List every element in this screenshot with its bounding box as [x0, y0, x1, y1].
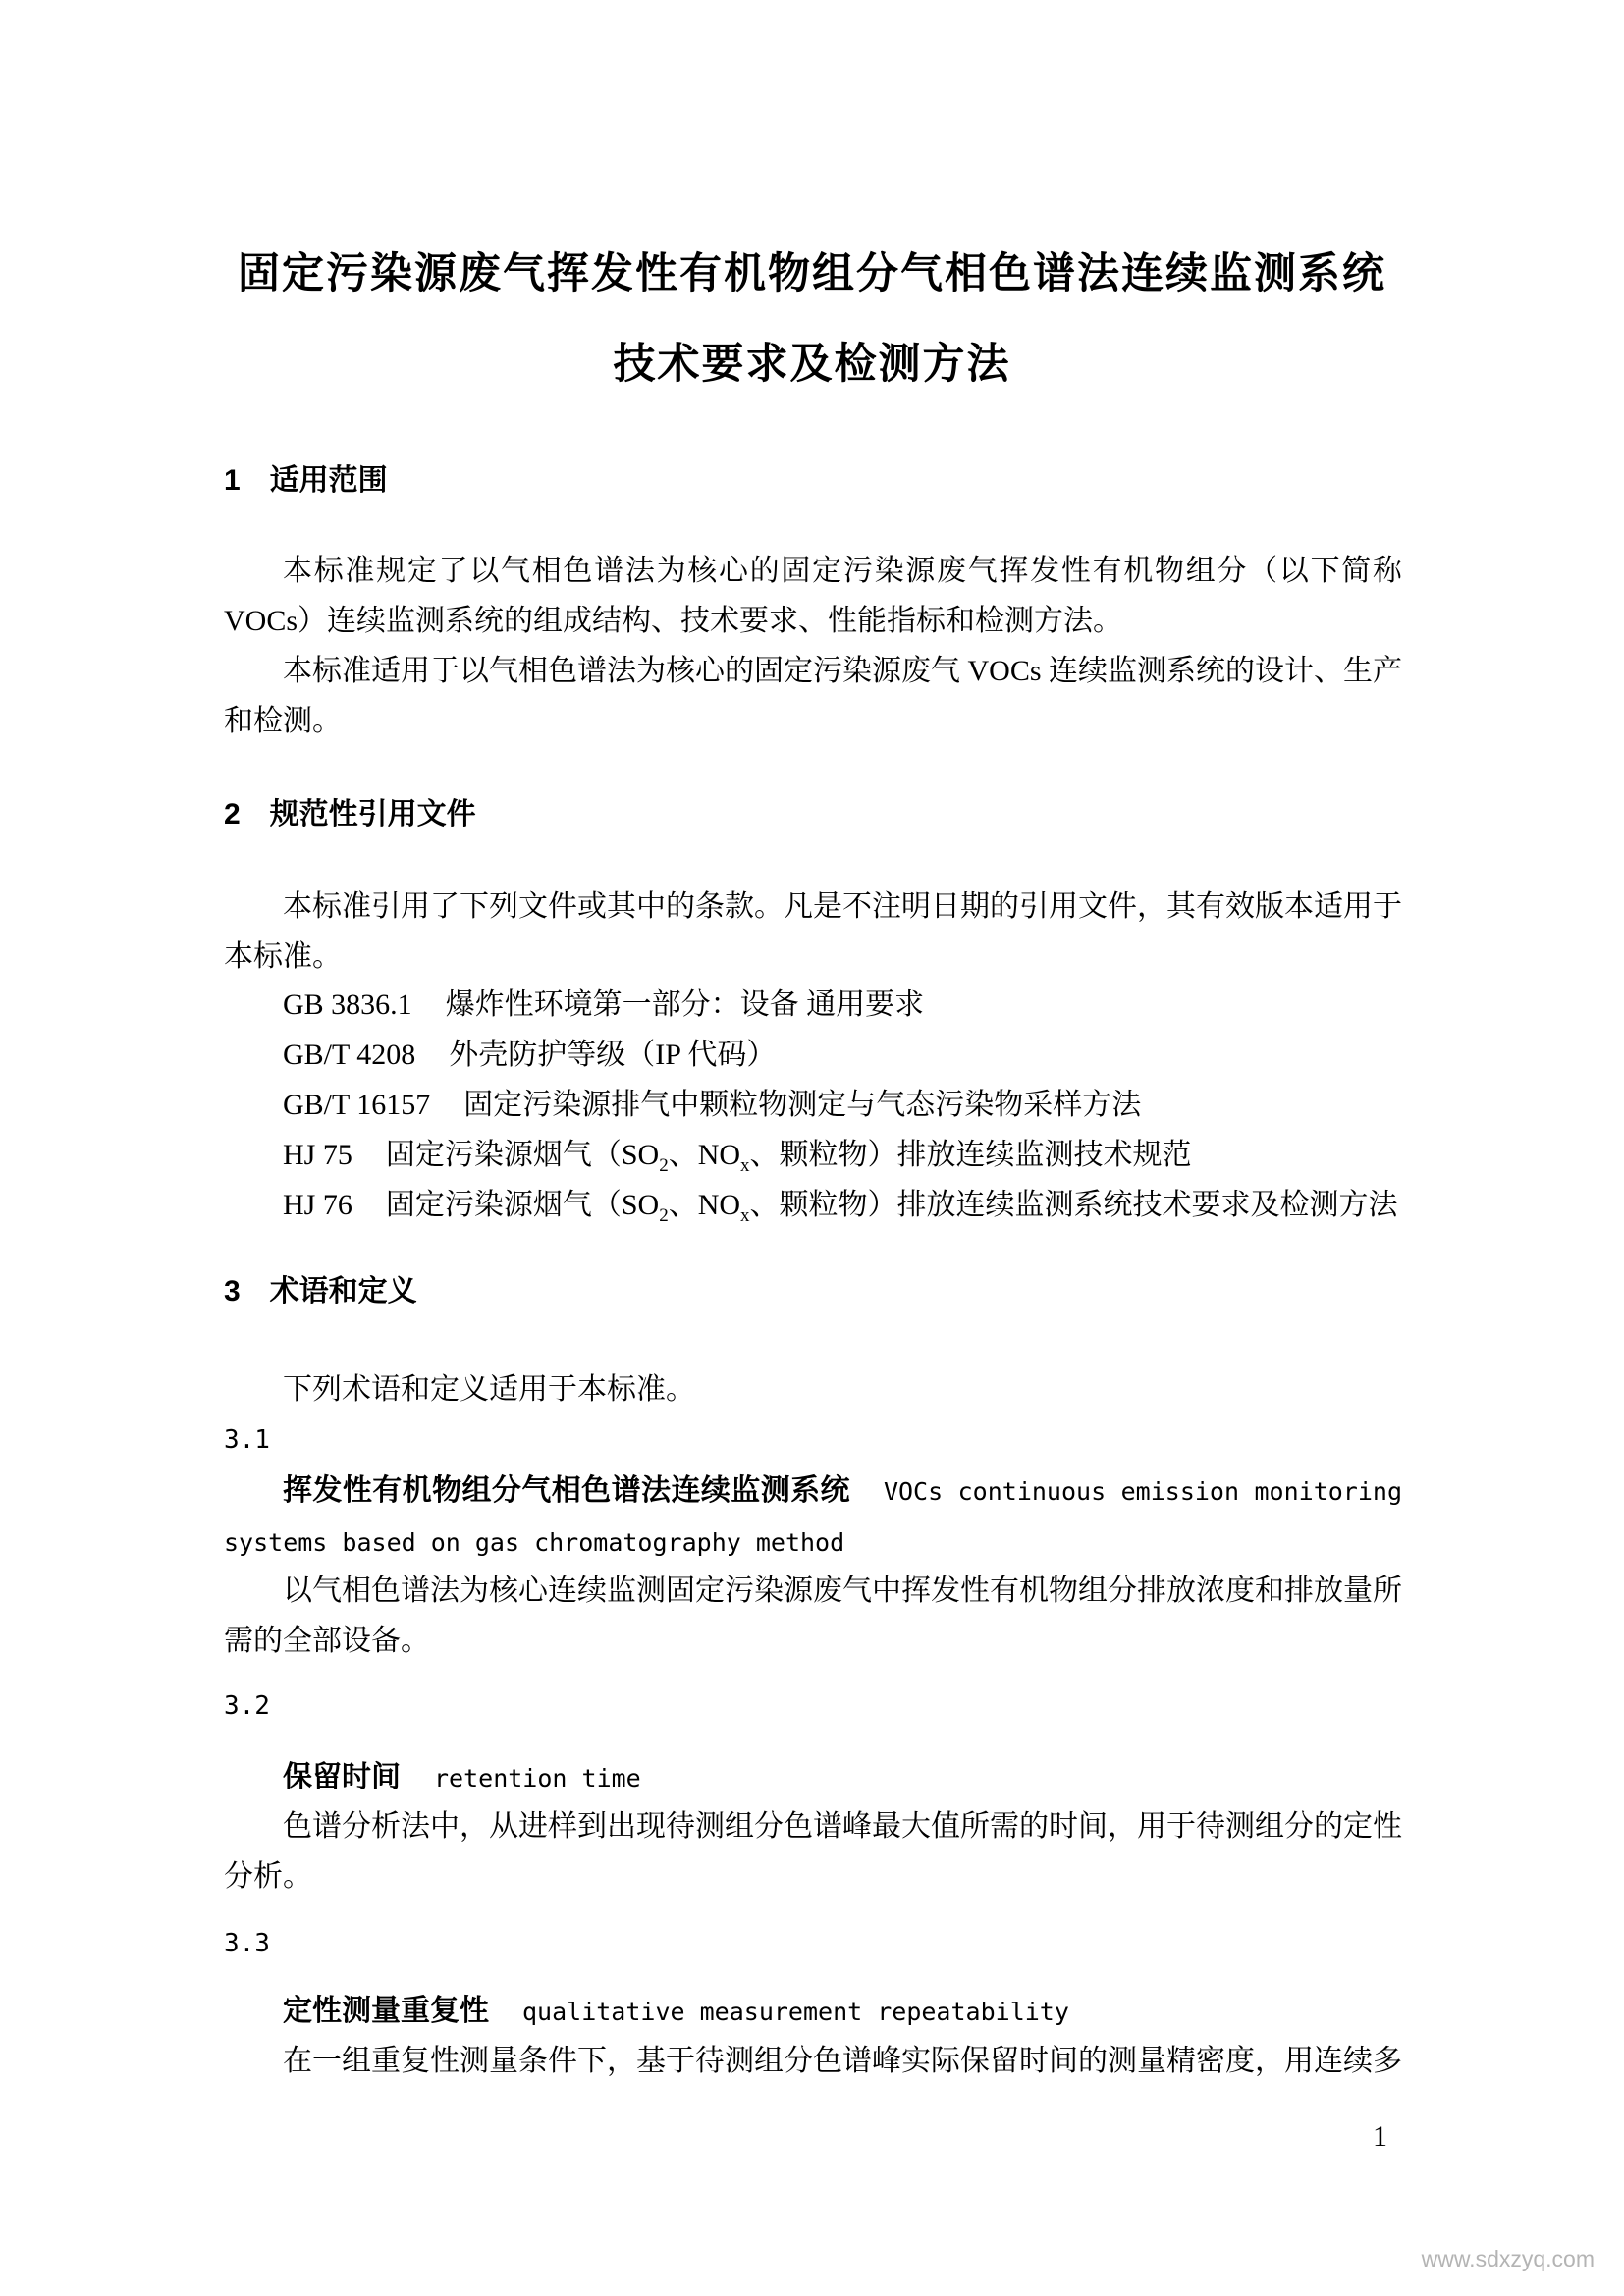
section-2-title: 规范性引用文件 — [269, 798, 476, 830]
term-3-1-heading — [224, 1466, 1402, 1568]
references-list — [224, 980, 1402, 1230]
section-1-paragraph-1: 本标准规定了以气相色谱法为核心的固定污染源废气挥发性有机物组分（以下简称VOCs）连续监测系统的组成结构、技术要求、性能指标和检测方法。 — [224, 555, 1402, 637]
reference-code: GB/T 16157 — [283, 1089, 431, 1121]
reference-code: HJ 76 — [283, 1189, 352, 1221]
section-2-number: 2 — [224, 798, 241, 830]
reference-title: 爆炸性环境第一部分：设备 通用要求 — [445, 988, 925, 1021]
term-3-1-en: VOCs continuous emission monitoring systems based on gas chromatography method — [224, 1477, 1403, 1557]
term-3-3-zh: 定性测量重复性 — [283, 1995, 489, 2027]
term-3-2-zh: 保留时间 — [283, 1761, 401, 1793]
section-2-heading — [224, 797, 1402, 832]
reference-code: GB 3836.1 — [283, 988, 412, 1021]
term-3-3-number: 3.3 — [224, 1929, 270, 1958]
section-1-paragraph-2: 本标准适用于以气相色谱法为核心的固定污染源废气 VOCs 连续监测系统的设计、生产和检测。 — [224, 655, 1403, 737]
section-3-title: 术语和定义 — [269, 1275, 417, 1308]
term-3-2-heading — [224, 1752, 1402, 1803]
reference-code: GB/T 4208 — [283, 1039, 416, 1071]
section-1-number: 1 — [224, 464, 241, 497]
term-3-3-en: qualitative measurement repeatability — [522, 1998, 1069, 2026]
reference-title: 外壳防护等级（IP 代码） — [449, 1039, 777, 1071]
section-3-heading — [224, 1274, 1402, 1309]
reference-title: 固定污染源烟气（$SO_2$、$NO_x$、颗粒物）排放连续监测技术规范 — [385, 1139, 1192, 1176]
term-3-1-number: 3.1 — [224, 1425, 270, 1455]
term-3-2-en: retention time — [434, 1764, 641, 1792]
reference-item — [224, 1080, 1402, 1130]
reference-item — [224, 980, 1402, 1030]
doc-title-line2: 技术要求及检测方法 — [613, 341, 1011, 388]
section-3-intro: 下列术语和定义适用于本标准。 — [283, 1373, 695, 1406]
doc-title-line1: 固定污染源废气挥发性有机物组分气相色谱法连续监测系统 — [238, 250, 1386, 297]
reference-title: 固定污染源烟气（$SO_2$、$NO_x$、颗粒物）排放连续监测系统技术要求及检测方法 — [385, 1189, 1398, 1226]
term-3-1-zh: 挥发性有机物组分气相色谱法连续监测系统 — [283, 1474, 850, 1507]
term-3-3-heading — [224, 1986, 1402, 2037]
section-1-title: 适用范围 — [269, 464, 388, 497]
section-3-number: 3 — [224, 1275, 241, 1308]
reference-item — [224, 1130, 1402, 1180]
term-3-2-number: 3.2 — [224, 1691, 270, 1721]
term-3-3-definition: 在一组重复性测量条件下，基于待测组分色谱峰实际保留时间的测量精密度，用连续多 — [283, 2045, 1402, 2077]
reference-item — [224, 1030, 1402, 1080]
section-2-intro: 本标准引用了下列文件或其中的条款。凡是不注明日期的引用文件，其有效版本适用于本标准。 — [224, 890, 1402, 973]
watermark: www.sdxzyq.com — [1421, 2246, 1595, 2271]
reference-code: HJ 75 — [283, 1139, 352, 1171]
reference-title: 固定污染源排气中颗粒物测定与气态污染物采样方法 — [463, 1089, 1142, 1121]
term-3-2-definition: 色谱分析法中，从进样到出现待测组分色谱峰最大值所需的时间，用于待测组分的定性分析。 — [224, 1810, 1402, 1893]
reference-item — [224, 1180, 1402, 1230]
page-number: 1 — [1373, 2120, 1387, 2153]
term-3-1-definition: 以气相色谱法为核心连续监测固定污染源废气中挥发性有机物组分排放浓度和排放量所需的全部设备。 — [224, 1575, 1402, 1657]
section-1-heading — [224, 463, 1402, 499]
